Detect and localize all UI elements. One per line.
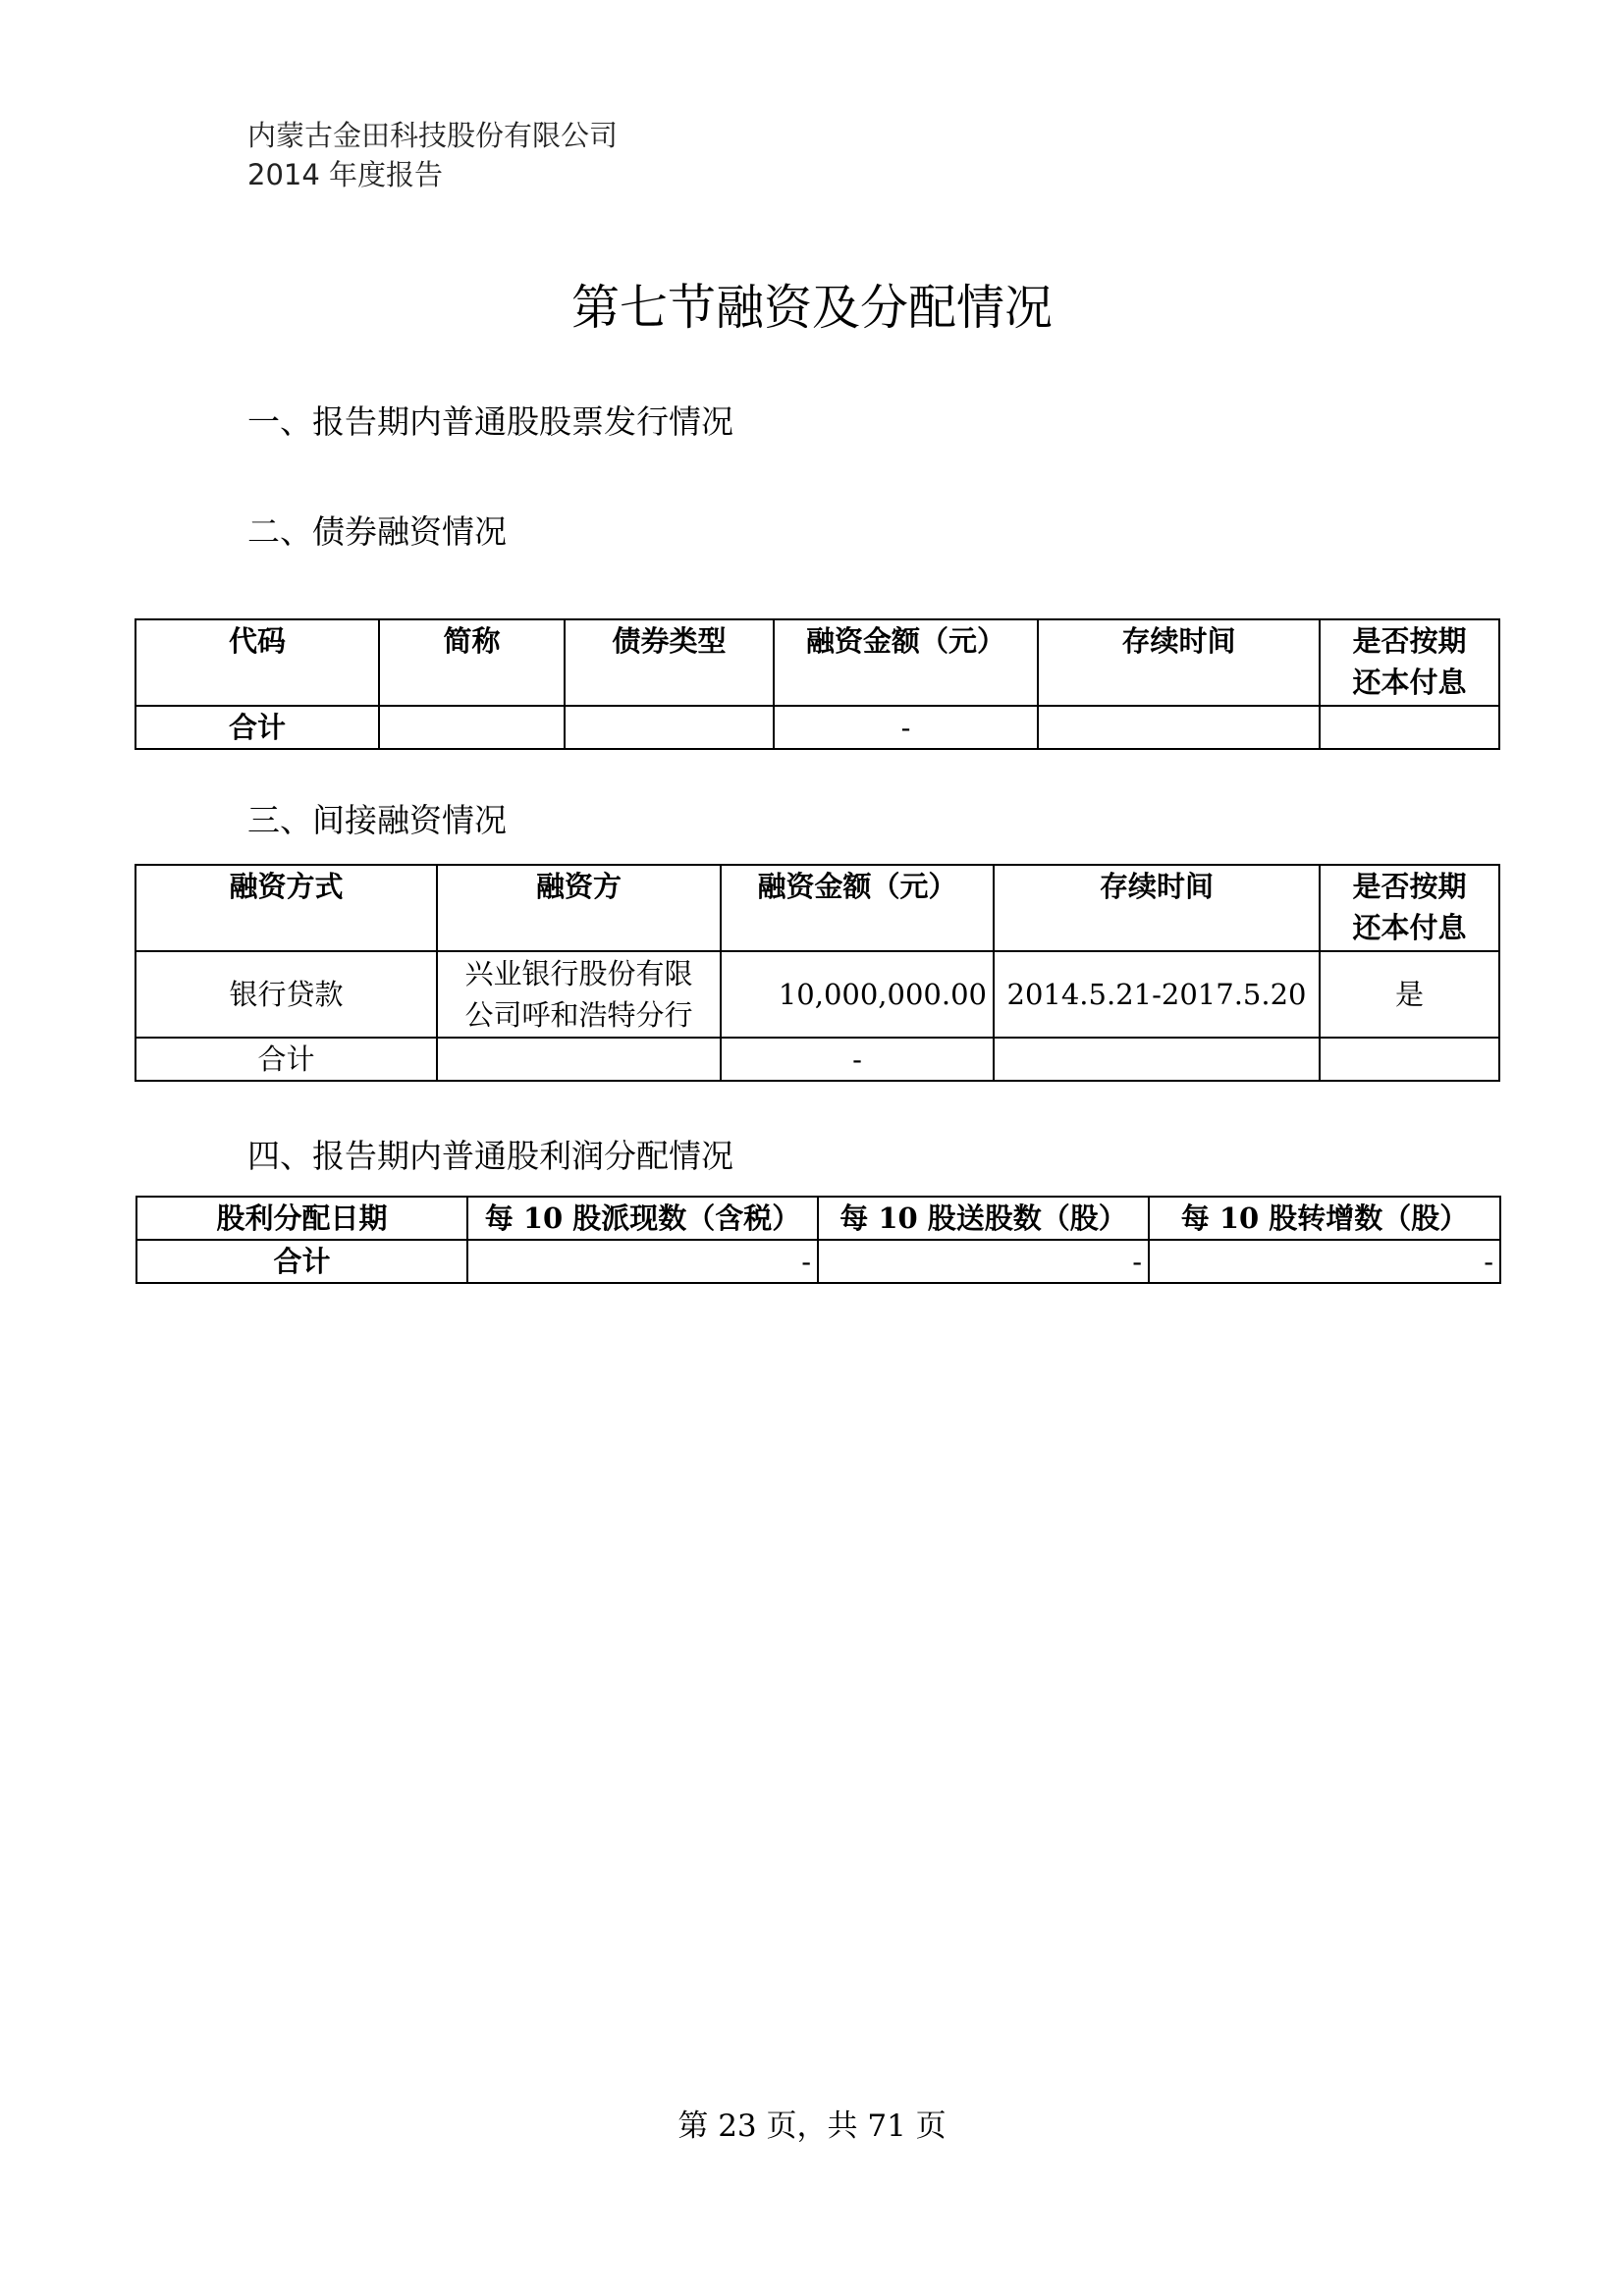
section-stock-issuance: 一、报告期内普通股股票发行情况 bbox=[247, 402, 733, 441]
header-on-time bbox=[1320, 619, 1499, 706]
total-bonus: - bbox=[818, 1240, 1149, 1283]
header-duration: 存续时间 bbox=[1038, 619, 1320, 706]
header-short-name: 简称 bbox=[379, 619, 565, 706]
table-header-row bbox=[135, 619, 1499, 706]
header-method: 融资方式 bbox=[135, 865, 437, 951]
page-header bbox=[247, 116, 618, 194]
total-empty-cell bbox=[1038, 706, 1320, 749]
total-empty-cell bbox=[565, 706, 774, 749]
header-duration: 存续时间 bbox=[994, 865, 1320, 951]
header-on-time bbox=[1320, 865, 1499, 951]
total-empty-cell bbox=[437, 1038, 721, 1081]
table-header-row bbox=[136, 1197, 1500, 1240]
loan-lender bbox=[437, 951, 721, 1038]
bond-financing-table bbox=[135, 618, 1500, 750]
header-on-time-line1: 是否按期 bbox=[1352, 624, 1467, 658]
section-dividend-distribution: 四、报告期内普通股利润分配情况 bbox=[247, 1137, 733, 1175]
total-amount: - bbox=[774, 706, 1038, 749]
table-header-row bbox=[135, 865, 1499, 951]
loan-amount: 10,000,000.00 bbox=[721, 951, 994, 1038]
loan-method: 银行贷款 bbox=[135, 951, 437, 1038]
header-amount: 融资金额（元） bbox=[721, 865, 994, 951]
loan-lender-line2: 公司呼和浩特分行 bbox=[464, 998, 693, 1032]
company-name: 内蒙古金田科技股份有限公司 bbox=[247, 119, 619, 152]
total-empty-cell bbox=[379, 706, 565, 749]
header-on-time-line2: 还本付息 bbox=[1352, 911, 1467, 944]
header-dividend-date: 股利分配日期 bbox=[136, 1197, 467, 1240]
loan-period: 2014.5.21-2017.5.20 bbox=[994, 951, 1320, 1038]
table-total-row bbox=[135, 1038, 1499, 1081]
indirect-financing-table bbox=[135, 864, 1500, 1082]
table-total-row bbox=[135, 706, 1499, 749]
total-transfer: - bbox=[1149, 1240, 1500, 1283]
section-bond-financing: 二、债券融资情况 bbox=[247, 512, 507, 551]
loan-on-time: 是 bbox=[1320, 951, 1499, 1038]
header-lender: 融资方 bbox=[437, 865, 721, 951]
header-cash-per-10: 每 10 股派现数（含税） bbox=[467, 1197, 818, 1240]
header-transfer-per-10: 每 10 股转增数（股） bbox=[1149, 1197, 1500, 1240]
total-cash: - bbox=[467, 1240, 818, 1283]
header-on-time-line2: 还本付息 bbox=[1352, 666, 1467, 699]
loan-lender-line1: 兴业银行股份有限 bbox=[464, 957, 693, 990]
page-footer: 第 23 页，共 71 页 bbox=[677, 2109, 947, 2144]
total-empty-cell bbox=[1320, 1038, 1499, 1081]
section-indirect-financing: 三、间接融资情况 bbox=[247, 801, 507, 839]
total-label: 合计 bbox=[135, 706, 379, 749]
table-total-row bbox=[136, 1240, 1500, 1283]
page-title: 第七节融资及分配情况 bbox=[570, 280, 1053, 336]
header-on-time-line1: 是否按期 bbox=[1352, 870, 1467, 903]
total-amount: - bbox=[721, 1038, 994, 1081]
header-bond-type: 债券类型 bbox=[565, 619, 774, 706]
header-amount: 融资金额（元） bbox=[774, 619, 1038, 706]
total-empty-cell bbox=[1320, 706, 1499, 749]
table-row bbox=[135, 951, 1499, 1038]
report-name: 2014 年度报告 bbox=[247, 158, 444, 191]
dividend-table bbox=[135, 1196, 1501, 1284]
header-bonus-per-10: 每 10 股送股数（股） bbox=[818, 1197, 1149, 1240]
header-code: 代码 bbox=[135, 619, 379, 706]
total-empty-cell bbox=[994, 1038, 1320, 1081]
total-label: 合计 bbox=[135, 1038, 437, 1081]
total-label: 合计 bbox=[136, 1240, 467, 1283]
